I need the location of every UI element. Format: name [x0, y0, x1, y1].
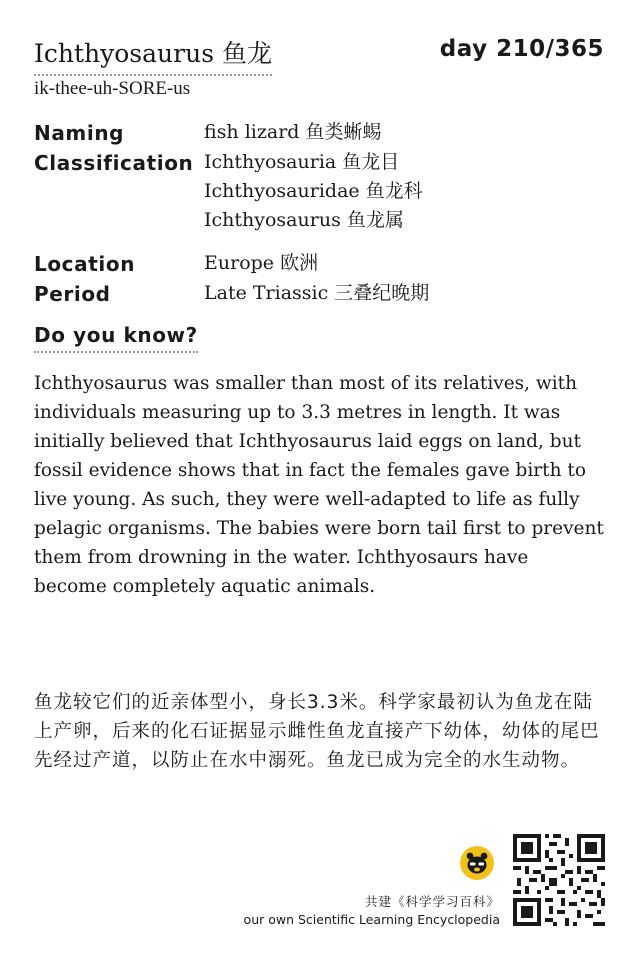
period-label: Period — [34, 282, 111, 306]
bear-logo-icon — [460, 846, 494, 880]
naming-value: fish lizard 鱼类蜥蜴 — [204, 121, 382, 143]
classification-family: Ichthyosauridae 鱼龙科 — [204, 180, 423, 202]
period-value: Late Triassic 三叠纪晚期 — [204, 282, 430, 304]
do-you-know-heading: Do you know? — [34, 323, 198, 353]
description-chinese: 鱼龙较它们的近亲体型小，身长3.3米。科学家最初认为鱼龙在陆上产卵，后来的化石证据显示雌性鱼龙直接产下幼体，幼体的尾巴先经过产道，以防止在水中溺死。鱼龙已成为完全的水生动物。 — [34, 692, 600, 771]
classification-order: Ichthyosauria 鱼龙目 — [204, 151, 400, 173]
page-title: Ichthyosaurus 鱼龙 — [34, 34, 272, 76]
footer-chinese: 共建《科学学习百科》 — [364, 894, 500, 909]
classification-label: Classification — [34, 151, 194, 175]
location-label: Location — [34, 252, 136, 276]
pronunciation: ik-thee-uh-SORE-us — [34, 78, 191, 99]
location-value: Europe 欧洲 — [204, 252, 319, 274]
facts-table — [34, 118, 614, 309]
classification-genus: Ichthyosaurus 鱼龙属 — [204, 209, 404, 231]
fact-row-location — [34, 249, 614, 279]
footer-english: our own Scientific Learning Encyclopedia — [243, 912, 500, 927]
fact-row-classification — [34, 148, 614, 235]
naming-label: Naming — [34, 121, 125, 145]
fact-row-period — [34, 279, 614, 309]
description-english: Ichthyosaurus was smaller than most of its relatives, with individuals measuring up to 3.3 metres in length. It was initially believed that Ichthyosaurus laid eggs on land, but fossil evidence shows that in fact the females gave birth to live young. As such, they were well-adapted to life as fully pelagic organisms. The babies were born tail first to prevent them from drowning in the water. Ichthyosaurs have become completely aquatic animals. — [34, 373, 604, 597]
day-counter: day 210/365 — [439, 36, 604, 62]
fact-row-naming — [34, 118, 614, 148]
qr-code-icon — [513, 834, 605, 926]
